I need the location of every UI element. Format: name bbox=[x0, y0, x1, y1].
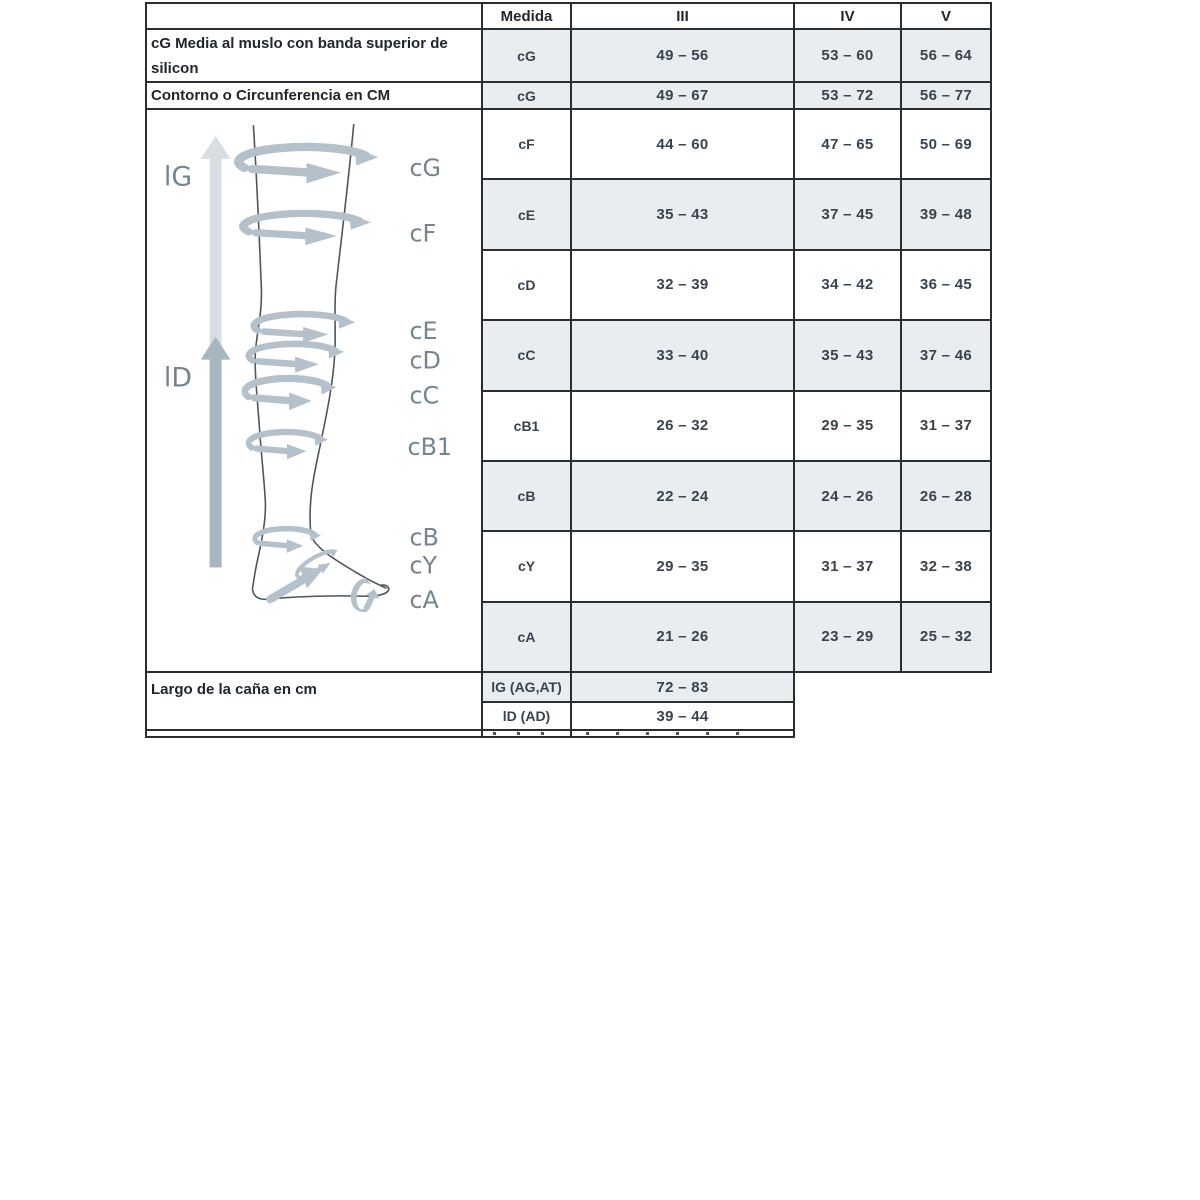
cutoff-cell bbox=[146, 730, 482, 737]
row-label: Contorno o Circunferencia en CM bbox=[146, 82, 482, 109]
band-label-cf: cF bbox=[409, 219, 437, 248]
size-cell: 29 – 35 bbox=[571, 531, 794, 601]
row-cf bbox=[146, 109, 991, 179]
medida-cell: cB1 bbox=[482, 391, 571, 461]
medida-cell: cG bbox=[482, 82, 571, 109]
size-cell: 49 – 56 bbox=[571, 29, 794, 82]
column-header-size-iii: III bbox=[571, 3, 794, 29]
size-cell: 53 – 60 bbox=[794, 29, 901, 82]
size-cell: 56 – 64 bbox=[901, 29, 991, 82]
column-header-medida: Medida bbox=[482, 3, 571, 29]
size-cell: 31 – 37 bbox=[794, 531, 901, 601]
band-label-cy: cY bbox=[409, 551, 438, 580]
band-label-cb: cB bbox=[409, 523, 439, 552]
measure-band-cf bbox=[243, 213, 370, 245]
size-cell: 37 – 46 bbox=[901, 320, 991, 390]
measure-band-ce bbox=[254, 314, 355, 343]
row-cutoff bbox=[146, 730, 991, 737]
measure-band-cd bbox=[249, 344, 344, 373]
size-cell: 37 – 45 bbox=[794, 179, 901, 249]
column-header-size-iv: IV bbox=[794, 3, 901, 29]
size-chart-table bbox=[145, 2, 992, 738]
size-cell: 25 – 32 bbox=[901, 602, 991, 672]
medida-cell: cF bbox=[482, 109, 571, 179]
header-empty-cell bbox=[146, 3, 482, 29]
medida-cell: cE bbox=[482, 179, 571, 249]
size-cell: 24 – 26 bbox=[794, 461, 901, 531]
length-arrow-ld bbox=[201, 337, 231, 568]
size-cell: 32 – 38 bbox=[901, 531, 991, 601]
medida-cell: cA bbox=[482, 602, 571, 672]
medida-cell: cC bbox=[482, 320, 571, 390]
medida-cell: cY bbox=[482, 531, 571, 601]
row-label: cG Media al muslo con banda superior de silicon bbox=[146, 29, 482, 82]
cutoff-cell bbox=[482, 730, 571, 737]
size-cell: 39 – 44 bbox=[571, 702, 794, 730]
medida-cell: lD (AD) bbox=[482, 702, 571, 730]
size-cell: 35 – 43 bbox=[794, 320, 901, 390]
band-label-cd: cD bbox=[409, 346, 441, 375]
medida-cell: lG (AG,AT) bbox=[482, 672, 571, 702]
size-cell: 39 – 48 bbox=[901, 179, 991, 249]
header-row bbox=[146, 3, 991, 29]
size-cell: 26 – 32 bbox=[571, 391, 794, 461]
size-cell: 26 – 28 bbox=[901, 461, 991, 531]
cutoff-cell bbox=[571, 730, 794, 737]
leg-diagram-cell bbox=[146, 109, 482, 672]
length-label-lg: lG bbox=[163, 161, 193, 193]
measure-band-cb bbox=[255, 529, 321, 553]
row-contorno bbox=[146, 82, 991, 109]
band-label-cc: cC bbox=[409, 381, 440, 410]
size-cell: 34 – 42 bbox=[794, 250, 901, 320]
medida-cell: cG bbox=[482, 29, 571, 82]
size-cell: 32 – 39 bbox=[571, 250, 794, 320]
size-cell: 53 – 72 bbox=[794, 82, 901, 109]
measure-band-cy bbox=[270, 545, 344, 599]
size-cell: 56 – 77 bbox=[901, 82, 991, 109]
size-cell: 35 – 43 bbox=[571, 179, 794, 249]
size-cell: 29 – 35 bbox=[794, 391, 901, 461]
size-cell: 22 – 24 bbox=[571, 461, 794, 531]
band-label-cg: cG bbox=[409, 153, 442, 182]
band-label-ce: cE bbox=[409, 316, 438, 345]
size-cell: 44 – 60 bbox=[571, 109, 794, 179]
size-cell: 47 – 65 bbox=[794, 109, 901, 179]
row-lg-length bbox=[146, 672, 991, 702]
length-label-ld: lD bbox=[163, 362, 193, 394]
size-cell: 23 – 29 bbox=[794, 602, 901, 672]
medida-cell: cB bbox=[482, 461, 571, 531]
size-cell: 72 – 83 bbox=[571, 672, 794, 702]
size-cell: 21 – 26 bbox=[571, 602, 794, 672]
size-cell: 31 – 37 bbox=[901, 391, 991, 461]
size-cell: 50 – 69 bbox=[901, 109, 991, 179]
row-label: Largo de la caña en cm bbox=[146, 672, 482, 730]
leg-diagram bbox=[151, 110, 482, 666]
size-cell: 49 – 67 bbox=[571, 82, 794, 109]
band-label-cb1: cB1 bbox=[407, 433, 453, 462]
band-label-ca: cA bbox=[409, 586, 439, 615]
measure-band-cg bbox=[239, 147, 379, 183]
column-header-size-v: V bbox=[901, 3, 991, 29]
size-cell: 33 – 40 bbox=[571, 320, 794, 390]
row-cg-silicon bbox=[146, 29, 991, 82]
size-cell: 36 – 45 bbox=[901, 250, 991, 320]
medida-cell: cD bbox=[482, 250, 571, 320]
